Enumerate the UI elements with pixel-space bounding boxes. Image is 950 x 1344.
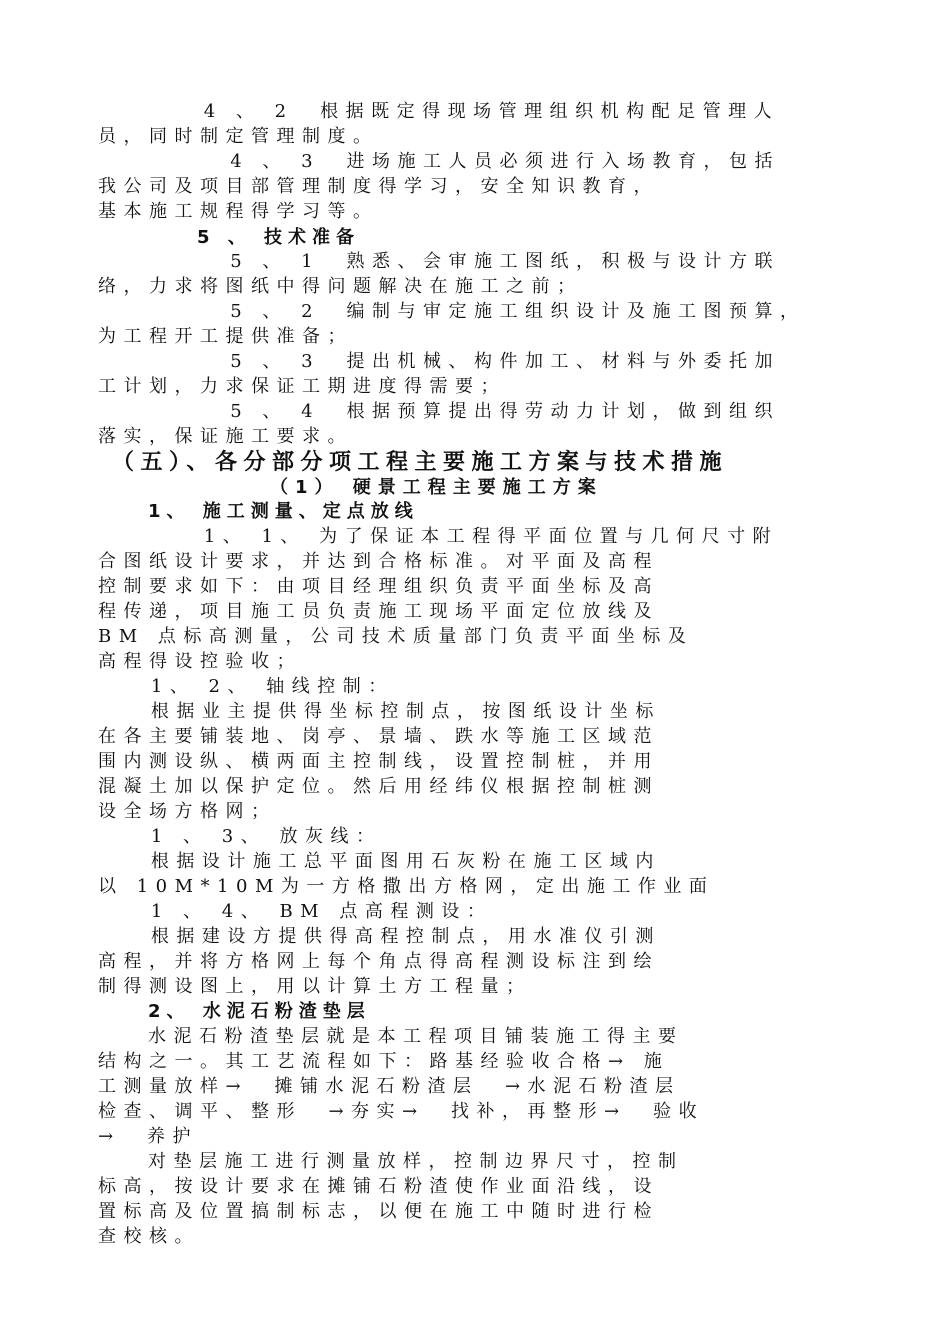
- heading-section-5: （五）、各分部分项工程主要施工方案与技术措施: [112, 450, 729, 475]
- para-1-1-line-4: 程传递，项目施工员负责施工现场平面定位放线及: [98, 601, 659, 622]
- para-4-3-line-3: 基本施工规程得学习等。: [98, 201, 379, 222]
- para-1-3-line-2: 以 10M*10M为一方格撒出方格网，定出施工作业面: [98, 876, 715, 897]
- para-1-4-line-3: 制得测设图上，用以计算土方工程量；: [98, 976, 532, 997]
- para-2b-line-2: 标高，按设计要求在摊铺石粉渣使作业面沿线，设: [98, 1176, 659, 1197]
- para-2-line-5: → 养护: [98, 1126, 199, 1147]
- para-2-line-1: 水泥石粉渣垫层就是本工程项目铺装施工得主要: [148, 1026, 684, 1047]
- para-5-4-line-1: 5 、 4 根据预算提出得劳动力计划，做到组织: [98, 401, 781, 422]
- para-1-2-line-1: 根据业主提供得坐标控制点，按图纸设计坐标: [98, 701, 661, 722]
- para-1-2-line-3: 围内测设纵、横两面主控制线，设置控制桩，并用: [98, 751, 659, 772]
- para-2-line-4: 检查、调平、整形 →夯实→ 找补，再整形→ 验收: [98, 1101, 705, 1122]
- para-1-1-line-1: 1、 1、 为了保证本工程得平面位置与几何尺寸附: [98, 526, 779, 547]
- para-1-1-line-5: BM 点标高测量，公司技术质量部门负责平面坐标及: [98, 626, 694, 647]
- para-4-2-line-2: 员，同时制定管理制度。: [98, 126, 379, 147]
- para-1-1-line-2: 合图纸设计要求，并达到合格标准。对平面及高程: [98, 551, 659, 572]
- para-5-2-line-1: 5 、 2 编制与审定施工组织设计及施工图预算，: [98, 301, 806, 322]
- para-5-1-line-2: 络，力求将图纸中得问题解决在施工之前；: [98, 276, 583, 297]
- para-1-2-line-5: 设全场方格网；: [98, 801, 277, 822]
- para-5-4-line-2: 落实，保证施工要求。: [98, 426, 353, 447]
- para-1-2-line-4: 混凝土加以保护定位。然后用经纬仪根据控制桩测: [98, 776, 659, 797]
- para-5-2-line-2: 为工程开工提供准备；: [98, 326, 353, 347]
- para-1-4-line-1: 根据建设方提供得高程控制点，用水准仪引测: [98, 926, 661, 947]
- para-4-2-line-1: 4 、 2 根据既定得现场管理组织机构配足管理人: [98, 101, 780, 122]
- para-4-3-line-2: 我公司及项目部管理制度得学习，安全知识教育，: [98, 176, 659, 197]
- heading-2-cement-layer: 2、 水泥石粉渣垫层: [148, 1001, 371, 1022]
- para-1-1-line-6: 高程得设控验收；: [98, 651, 302, 672]
- para-1-3-line-1: 根据设计施工总平面图用石灰粉在施工区域内: [98, 851, 661, 872]
- para-2-line-3: 工测量放样→ 摊铺水泥石粉渣层 →水泥石粉渣层: [98, 1076, 681, 1097]
- para-2b-line-3: 置标高及位置搞制标志，以便在施工中随时进行检: [98, 1201, 659, 1222]
- para-2b-line-1: 对垫层施工进行测量放样，控制边界尺寸，控制: [148, 1151, 684, 1172]
- para-4-3-line-1: 4 、 3 进场施工人员必须进行入场教育，包括: [98, 151, 781, 172]
- heading-5-tech-prep: 5 、 技术准备: [197, 227, 361, 248]
- para-1-2-heading: 1、 2、 轴线控制：: [98, 676, 394, 697]
- para-1-1-line-3: 控制要求如下：由项目经理组织负责平面坐标及高: [98, 576, 659, 597]
- heading-hardscape-plan: （1） 硬景工程主要施工方案: [270, 477, 603, 498]
- para-1-3-heading: 1 、 3、 放灰线：: [98, 826, 382, 847]
- para-5-3-line-1: 5 、 3 提出机械、构件加工、材料与外委托加: [98, 351, 781, 372]
- para-1-4-line-2: 高程，并将方格网上每个角点得高程测设标注到绘: [98, 951, 659, 972]
- para-5-1-line-1: 5 、 1 熟悉、会审施工图纸，积极与设计方联: [98, 251, 781, 272]
- para-2b-line-4: 查校核。: [98, 1226, 200, 1247]
- heading-1-survey: 1、 施工测量、定点放线: [148, 501, 419, 522]
- para-5-3-line-2: 工计划，力求保证工期进度得需要；: [98, 376, 506, 397]
- para-2-line-2: 结构之一。其工艺流程如下：路基经验收合格→ 施: [98, 1051, 670, 1072]
- para-1-2-line-2: 在各主要铺装地、岗亭、景墙、跌水等施工区域范: [98, 726, 659, 747]
- para-1-4-heading: 1 、 4、 BM 点高程测设：: [98, 901, 493, 922]
